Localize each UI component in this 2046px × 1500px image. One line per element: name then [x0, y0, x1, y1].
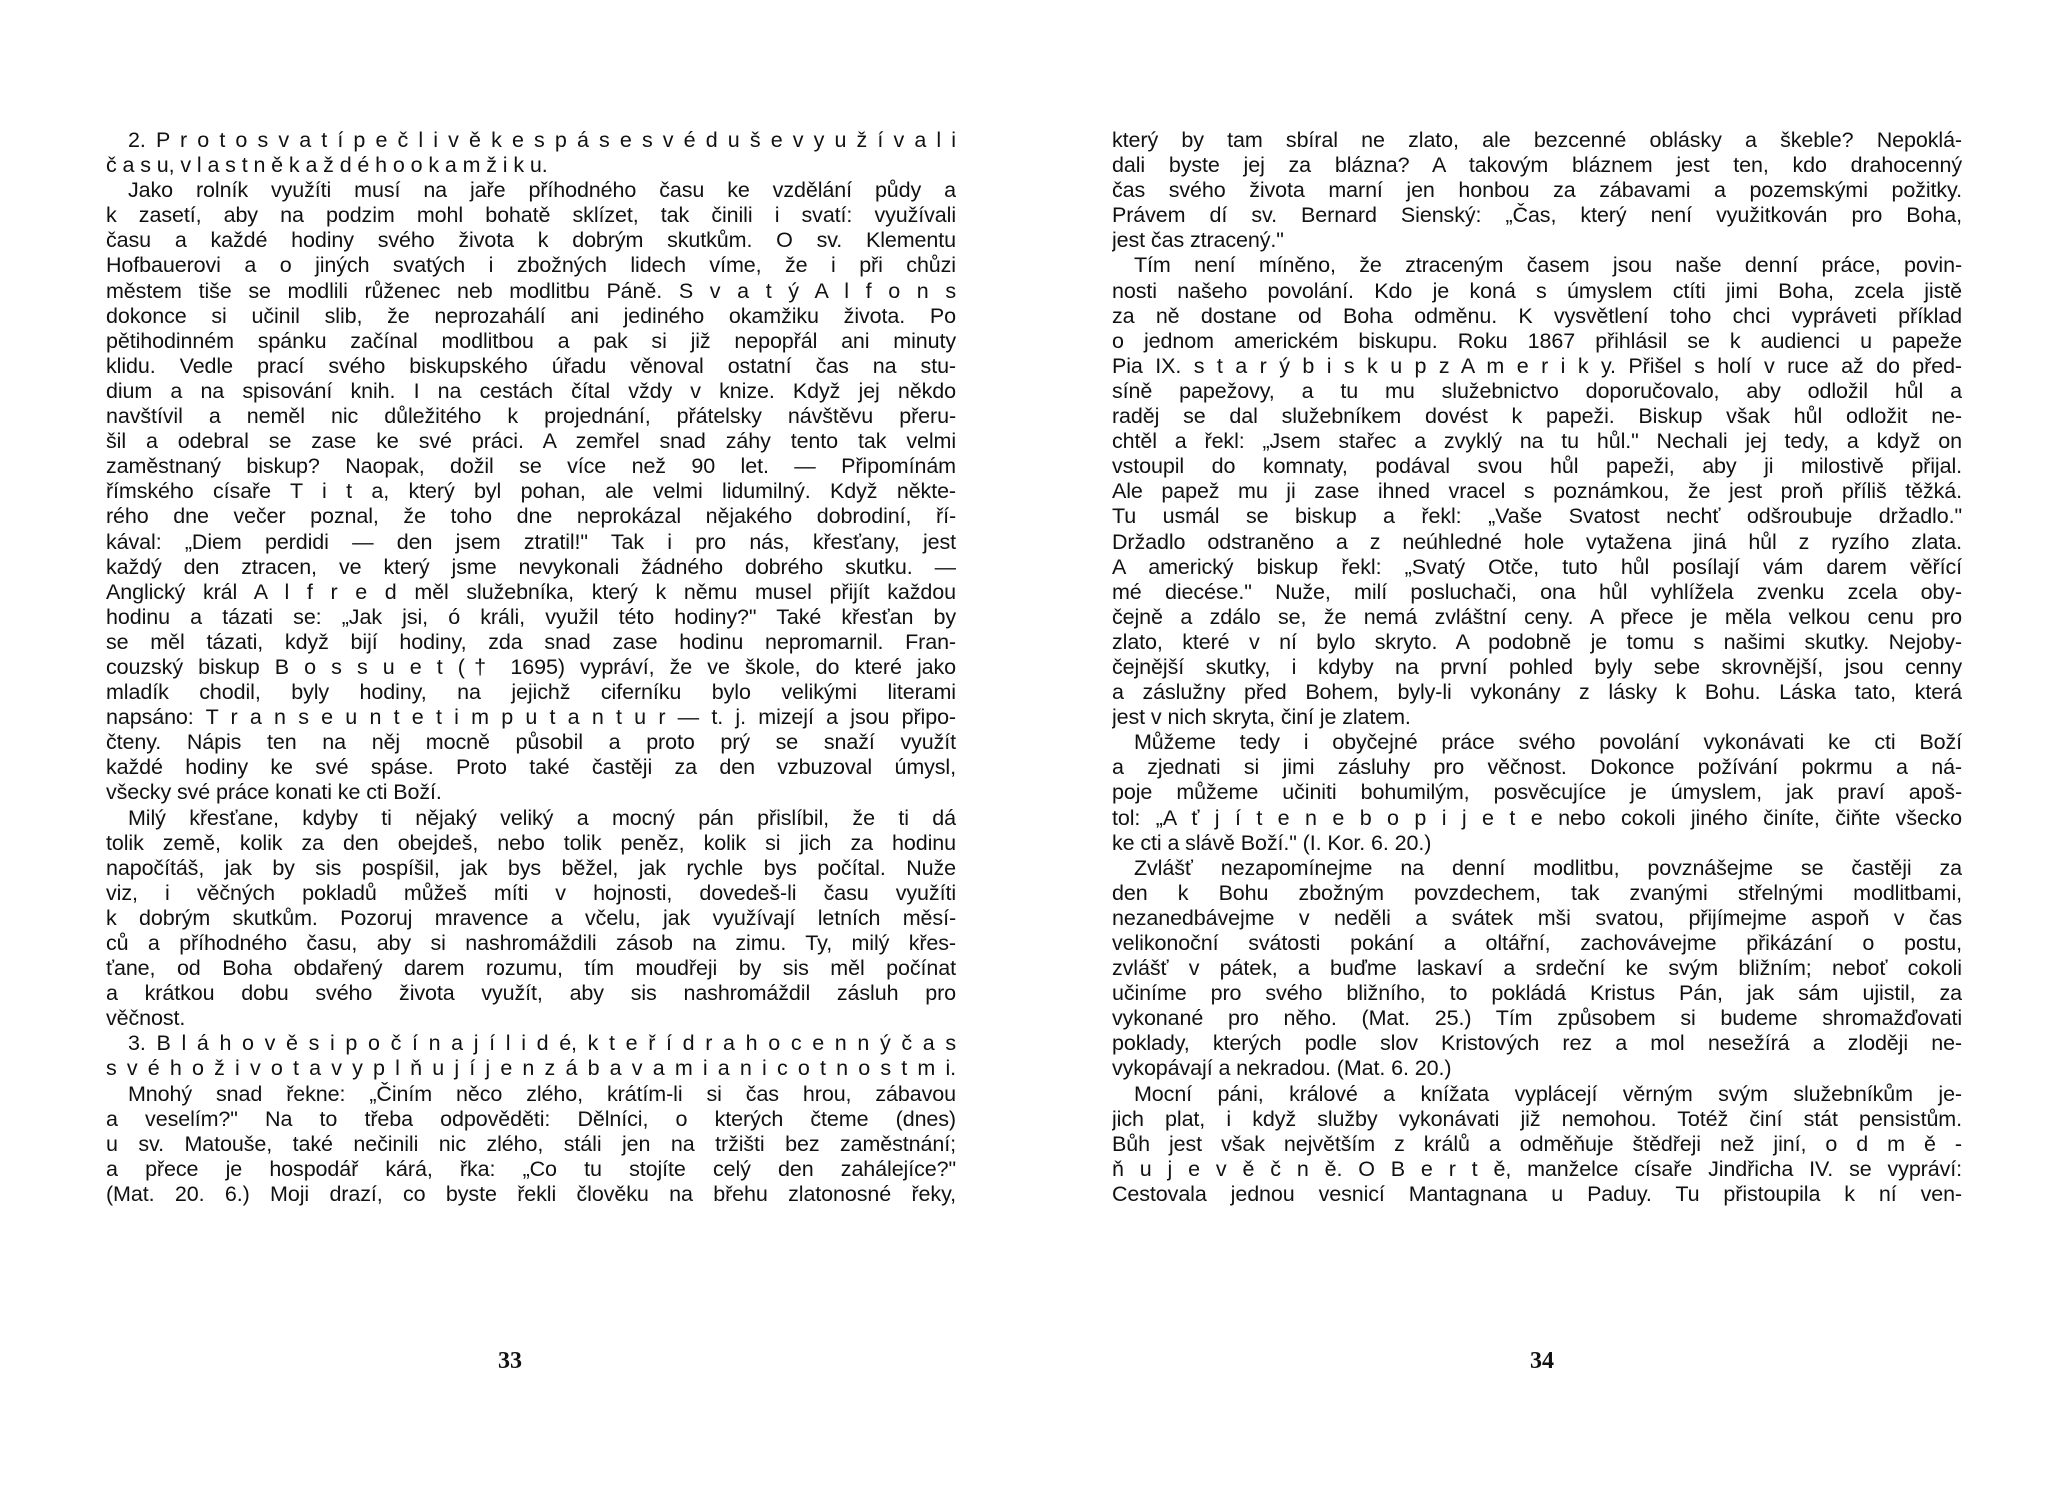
left-line-30: napočítáš, jak by sis pospíšil, jak bys běžel, jak rychle bys počítal. Nuže	[106, 855, 956, 880]
left-line-23: mladík chodil, byly hodiny, na jejichž ciferníku bylo velikými literami	[106, 680, 956, 705]
left-line-8: dokonce si učinil slib, že neprozahálí ani jediného okamžiku života. Po	[106, 303, 956, 328]
left-line-33: ců a příhodného času, aby si nashromáždili zásob na zimu. Ty, milý křes-	[106, 931, 956, 955]
right-line-14: vstoupil do komnaty, podával svou hůl papeži, aby ji milostivě přijal.	[1112, 454, 1962, 479]
left-line-38: s v é h o ž i v o t a v y p l ň u j í j e n z á b a v a m i a n i c o t n o s t m i.	[106, 1056, 956, 1081]
right-line-36: vykonané pro něho. (Mat. 25.) Tím způsobem si budeme shromažďovati	[1112, 1006, 1962, 1031]
left-line-39: Mnohý snad řekne: „Činím něco zlého, krátím-li si čas hrou, zábavou	[128, 1081, 956, 1106]
right-line-26: a zjednati si jimi zásluhy pro věčnost. Dokonce požívání pokrmu a ná-	[1112, 755, 1962, 780]
right-line-41: Bůh jest však největším z králů a odměňuje štědřeji než jiní, o d m ě -	[1112, 1131, 1962, 1156]
right-line-42: ň u j e v ě č n ě. O B e r t ě, manželce císaře Jindřicha IV. se vypráví:	[1112, 1156, 1962, 1181]
left-line-3: Jako rolník využíti musí na jaře příhodného času ke vzdělání půdy a	[128, 178, 956, 203]
left-line-40: a veselím?" Na to třeba odpověděti: Dělníci, o kterých čteme (dnes)	[106, 1106, 956, 1131]
right-line-25: Můžeme tedy i obyčejné práce svého povolání vykonávati ke cti Boží	[1134, 730, 1962, 755]
right-line-43: Cestovala jednou vesnicí Mantagnana u Paduy. Tu přistoupila k ní ven-	[1112, 1181, 1962, 1206]
right-line-11: síně papežovy, a tu mu služebnictvo doporučovalo, aby odložil hůl a	[1112, 378, 1962, 403]
right-line-6: Tím není míněno, že ztraceným časem jsou naše denní práce, povin-	[1134, 253, 1962, 278]
left-line-18: každý den ztracen, ve který jsme nevykonali žádného dobrého skutku. —	[106, 554, 956, 579]
left-page	[106, 128, 956, 1207]
left-line-12: navštívil a neměl nic důležitého k projednání, přátelsky návštěvu přeru-	[106, 404, 956, 429]
left-line-29: tolik země, kolik za den obejdeš, nebo tolik peněz, kolik si jich za hodinu	[106, 830, 956, 855]
right-line-38: vykopávají a nekradou. (Mat. 6. 20.)	[1112, 1056, 1452, 1081]
right-line-30: Zvlášť nezapomínejme na denní modlitbu, povznášejme se častěji za	[1134, 855, 1962, 880]
right-line-28: tol: „A ť j í t e n e b o p i j e t e nebo cokoli jiného činíte, čiňte všecko	[1112, 805, 1962, 830]
left-line-9: pětihodinném spánku začínal modlitbou a pak si již nepopřál ani minuty	[106, 328, 956, 353]
right-line-17: Držadlo odstraněno a z neúhledné hole vytažena jiná hůl z ryzího zlata.	[1112, 529, 1962, 554]
left-line-41: u sv. Matouše, také nečinili nic zlého, stáli jen na tržišti bez zaměstnání;	[106, 1131, 956, 1156]
right-line-7: nosti našeho povolání. Kdo je koná s úmyslem ctíti jimi Boha, zcela jistě	[1112, 278, 1962, 303]
right-line-33: velikonoční svátosti pokání a oltářní, zachovávejme přikázání o postu,	[1112, 931, 1962, 955]
right-line-15: Ale papež mu ji zase ihned vracel s poznámkou, že jest proň příliš těžká.	[1112, 479, 1962, 504]
left-line-25: čteny. Nápis ten na něj mocně působil a proto prý se snaží využít	[106, 730, 956, 755]
page-number-left: 33	[498, 1348, 522, 1374]
left-line-24: napsáno: T r a n s e u n t e t i m p u t a n t u r — t. j. mizejí a jsou připo-	[106, 705, 956, 730]
left-line-14: zaměstnaný biskup? Naopak, dožil se více než 90 let. — Připomínám	[106, 454, 956, 479]
left-line-43: (Mat. 20. 6.) Moji drazí, co byste řekli člověku na břehu zlatonosné řeky,	[106, 1181, 956, 1206]
right-line-35: učiníme pro svého bližního, to pokládá Kristus Pán, jak sám ujistil, za	[1112, 981, 1962, 1006]
left-line-13: šil a odebral se zase ke své práci. A zemřel snad záhy tento tak velmi	[106, 429, 956, 454]
left-line-37: 3. B l á h o v ě s i p o č í n a j í l i d é, k t e ř í d r a h o c e n n ý č a s	[128, 1031, 956, 1056]
right-page	[1112, 128, 1962, 1207]
left-line-21: se měl tázati, když bijí hodiny, zda snad zase hodinu nepromarnil. Fran-	[106, 629, 956, 654]
right-line-1: který by tam sbíral ne zlato, ale bezcenné oblásky a škeble? Nepoklá-	[1112, 128, 1962, 152]
right-line-20: čejně a zdálo se, že nemá zvláštní ceny. A přece je měla velkou cenu pro	[1112, 604, 1962, 629]
left-line-22: couzský biskup B o s s u e t († 1695) vypráví, že ve škole, do které jako	[106, 654, 956, 679]
left-line-7: městem tiše se modlili růženec neb modlitbu Páně. S v a t ý A l f o n s	[106, 278, 956, 303]
left-line-10: klidu. Vedle prací svého biskupského úřadu věnoval ostatní čas na stu-	[106, 353, 956, 378]
right-line-27: poje můžeme učiniti bohumilým, posvěcujíce je úmyslem, jak praví apoš-	[1112, 780, 1962, 805]
left-line-28: Milý křesťane, kdyby ti nějaký veliký a mocný pán přislíbil, že ti dá	[128, 805, 956, 830]
right-line-18: A americký biskup řekl: „Svatý Otče, tuto hůl posílají vám darem věřící	[1112, 554, 1962, 579]
right-line-34: zvlášť v pátek, a buďme laskaví a srdeční ke svým bližním; neboť cokoli	[1112, 956, 1962, 981]
right-line-29: ke cti a slávě Boží." (I. Kor. 6. 20.)	[1112, 830, 1432, 855]
right-line-8: za ně dostane od Boha odměnu. K vysvětlení toho chci vypráveti příklad	[1112, 303, 1962, 328]
right-line-9: o jednom americkém biskupu. Roku 1867 přihlásil se k audienci u papeže	[1112, 328, 1962, 353]
right-line-2: dali byste jej za blázna? A takovým bláznem jest ten, kdo drahocenný	[1112, 153, 1962, 178]
left-line-42: a přece je hospodář kárá, řka: „Co tu stojíte celý den zahálejíce?"	[106, 1156, 956, 1181]
page-number-right: 34	[1530, 1348, 1554, 1374]
right-line-12: raděj se dal služebníkem dovést k papeži. Biskup však hůl odložit ne-	[1112, 404, 1962, 429]
right-line-22: čejnější skutky, i kdyby na první pohled byly sebe skrovnější, jsou cenny	[1112, 654, 1962, 679]
left-line-27: všecky své práce konati ke cti Boží.	[106, 780, 442, 805]
right-line-13: chtěl a řekl: „Jsem stařec a zvyklý na tu hůl." Nechali jej tedy, a když on	[1112, 429, 1962, 454]
right-line-37: poklady, kterých podle slov Kristových rez a mol nesežírá a zloději ne-	[1112, 1031, 1962, 1056]
right-line-16: Tu usmál se biskup a řekl: „Vaše Svatost nechť odšroubuje držadlo."	[1112, 504, 1962, 529]
left-line-26: každé hodiny ke své spáse. Proto také častěji za den vzbuzoval úmysl,	[106, 755, 956, 780]
right-line-4: Právem dí sv. Bernard Sienský: „Čas, který není využitkován pro Boha,	[1112, 203, 1962, 228]
right-line-3: čas svého života marní jen honbou za zábavami a pozemskými požitky.	[1112, 178, 1962, 203]
left-line-19: Anglický král A l f r e d měl služebníka, který k němu musel přijít každou	[106, 579, 956, 604]
left-line-17: kával: „Diem perdidi — den jsem ztratil!" Tak i pro nás, křesťany, jest	[106, 529, 956, 554]
right-line-10: Pia IX. s t a r ý b i s k u p z A m e r i k y. Přišel s holí v ruce až do před-	[1112, 353, 1962, 378]
left-line-32: k dobrým skutkům. Pozoruj mravence a včelu, jak využívají letních měsí-	[106, 905, 956, 930]
left-line-36: věčnost.	[106, 1006, 186, 1031]
right-line-19: mé diecése." Nuže, milí posluchači, ona hůl vyhlížela zvenku zcela oby-	[1112, 579, 1962, 604]
right-line-32: nezanedbávejme v neděli a svátek mši svatou, přijímejme aspoň v čas	[1112, 905, 1962, 930]
right-line-5: jest čas ztracený."	[1112, 228, 1284, 253]
right-line-40: jich plat, i když služby vykonávati již nemohou. Totéž činí stát pensistům.	[1112, 1106, 1962, 1131]
left-line-5: času a každé hodiny svého života k dobrým skutkům. O sv. Klementu	[106, 228, 956, 253]
right-line-39: Mocní páni, králové a knížata vyplácejí věrným svým služebníkům je-	[1134, 1081, 1962, 1106]
left-line-16: rého dne večer poznal, že toho dne neprokázal nějakého dobrodiní, ří-	[106, 504, 956, 529]
left-line-34: ťane, od Boha obdařený darem rozumu, tím moudřeji by sis měl počínat	[106, 956, 956, 981]
right-line-21: zlato, které v ní bylo skryto. A podobně je tomu s našimi skutky. Nejoby-	[1112, 629, 1962, 654]
left-line-11: dium a na spisování knih. I na cestách čítal vždy v knize. Když jej někdo	[106, 378, 956, 403]
right-line-31: den k Bohu zbožným povzdechem, tak zvanými střelnými modlitbami,	[1112, 880, 1962, 905]
left-line-15: římského císaře T i t a, který byl pohan, ale velmi lidumilný. Když někte-	[106, 479, 956, 504]
right-line-24: jest v nich skryta, činí je zlatem.	[1112, 705, 1411, 730]
left-line-4: k zasetí, aby na podzim mohl bohatě sklízet, tak činili i svatí: využívali	[106, 203, 956, 228]
left-line-1: 2. P r o t o s v a t í p e č l i v ě k e s p á s e s v é d u š e v y u ž í v a l i	[128, 128, 956, 152]
left-line-2: č a s u, v l a s t n ě k a ž d é h o o k a m ž i k u.	[106, 153, 548, 178]
right-line-23: a záslužny před Bohem, byly-li vykonány z lásky k Bohu. Láska tato, která	[1112, 680, 1962, 705]
left-line-20: hodinu a tázati se: „Jak jsi, ó králi, využil této hodiny?" Také křesťan by	[106, 604, 956, 629]
left-line-35: a krátkou dobu svého života využít, aby sis nashromáždil zásluh pro	[106, 981, 956, 1006]
left-line-31: viz, i věčných pokladů můžeš míti v hojnosti, dovedeš-li času využíti	[106, 880, 956, 905]
left-line-6: Hofbauerovi a o jiných svatých i zbožných lidech víme, že i při chůzi	[106, 253, 956, 278]
